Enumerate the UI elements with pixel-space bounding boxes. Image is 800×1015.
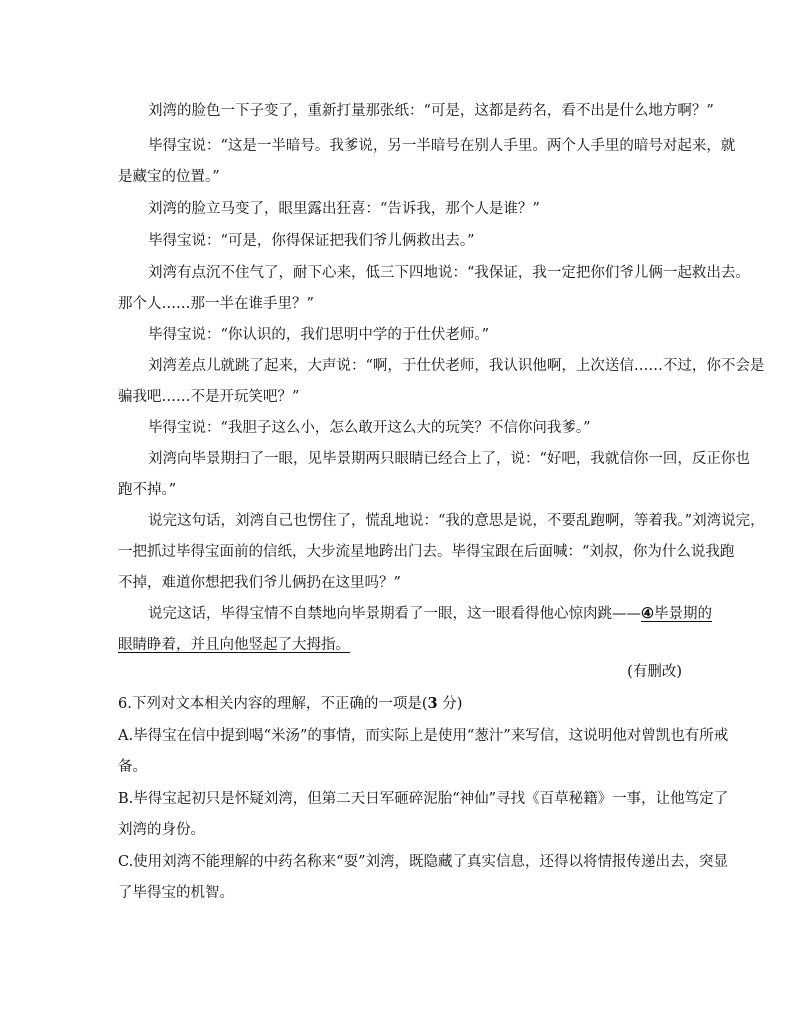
story-paragraph-10-line-2: 一把抓过毕得宝面前的信纸，大步流星地跨出门去。毕得宝跟在后面喊：“刘叔，你为什么说我跑: [118, 544, 735, 560]
story-paragraph-9-line-1: 刘湾向毕景期扫了一眼，见毕景期两只眼睛已经合上了，说：“好吧，我就信你一回，反正你也: [148, 451, 750, 467]
story-paragraph-2-line-1: 毕得宝说：“这是一半暗号。我爹说，另一半暗号在别人手里。两个人手里的暗号对起来，就: [148, 138, 736, 154]
option-a-line-1: A.毕得宝在信中提到喝“米汤”的事情，而实际上是使用“葱汁”来写信，这说明他对曾凯也有所戒: [118, 728, 729, 744]
question-score: 3: [427, 695, 438, 712]
story-paragraph-11-prefix: 说完这话，毕得宝情不自禁地向毕景期看了一眼，这一眼看得他心惊肉跳——: [148, 606, 641, 622]
story-paragraph-11-line-1: [148, 604, 712, 624]
story-paragraph-7-line-1: 刘湾差点儿就跳了起来，大声说：“啊，于仕伏老师，我认识他啊，上次送信……不过，你不会是: [148, 358, 765, 374]
option-c-line-2: 了毕得宝的机智。: [118, 885, 234, 901]
story-paragraph-5-line-2: 那个人……那一半在谁手里？”: [118, 296, 314, 312]
option-c-line-1: C.使用刘湾不能理解的中药名称来“耍”刘湾，既隐藏了真实信息，还得以将情报传递出去，突显: [118, 854, 729, 870]
story-paragraph-11-line-2: [118, 635, 350, 655]
underlined-sentence-part-2: 眼睛睁着，并且向他竖起了大拇指。: [118, 637, 350, 653]
story-paragraph-4: 毕得宝说：“可是，你得保证把我们爷儿俩救出去。”: [148, 233, 475, 249]
underlined-sentence-part-1: 毕景期的: [654, 606, 712, 622]
option-b-line-2: 刘湾的身份。: [118, 822, 205, 838]
story-paragraph-7-line-2: 骗我吧……不是开玩笑吧？”: [118, 389, 300, 405]
story-paragraph-3: 刘湾的脸立马变了，眼里露出狂喜：“告诉我，那个人是谁？”: [148, 201, 540, 217]
story-paragraph-6: 毕得宝说：“你认识的，我们思明中学的于仕伏老师。”: [148, 327, 490, 343]
circled-number-marker: ④: [641, 605, 654, 622]
story-paragraph-10-line-3: 不掉，难道你想把我们爷儿俩扔在这里吗？”: [118, 575, 401, 591]
question-stem: [118, 694, 462, 714]
story-paragraph-2-line-2: 是藏宝的位置。”: [118, 169, 220, 185]
question-stem-prefix: 6.下列对文本相关内容的理解，不正确的一项是(: [118, 696, 428, 712]
source-note: (有删改): [627, 664, 682, 680]
story-paragraph-8: 毕得宝说：“我胆子这么小，怎么敢开这么大的玩笑？不信你问我爹。”: [148, 420, 591, 436]
story-paragraph-10-line-1: 说完这句话，刘湾自己也愣住了，慌乱地说：“我的意思是说，不要乱跑啊，等着我。”刘湾说完，: [148, 513, 765, 529]
question-stem-suffix: 分): [437, 696, 463, 712]
option-b-line-1: B.毕得宝起初只是怀疑刘湾，但第二天日军砸碎泥胎“神仙”寻找《百草秘籍》一事，让他笃定了: [118, 791, 729, 807]
option-a-line-2: 备。: [118, 759, 147, 775]
story-paragraph-9-line-2: 跑不掉。”: [118, 482, 177, 498]
story-paragraph-1: 刘湾的脸色一下子变了，重新打量那张纸：“可是，这都是药名，看不出是什么地方啊？”: [148, 103, 714, 119]
story-paragraph-5-line-1: 刘湾有点沉不住气了，耐下心来，低三下四地说：“我保证，我一定把你们爷儿俩一起救出去。: [148, 265, 750, 281]
